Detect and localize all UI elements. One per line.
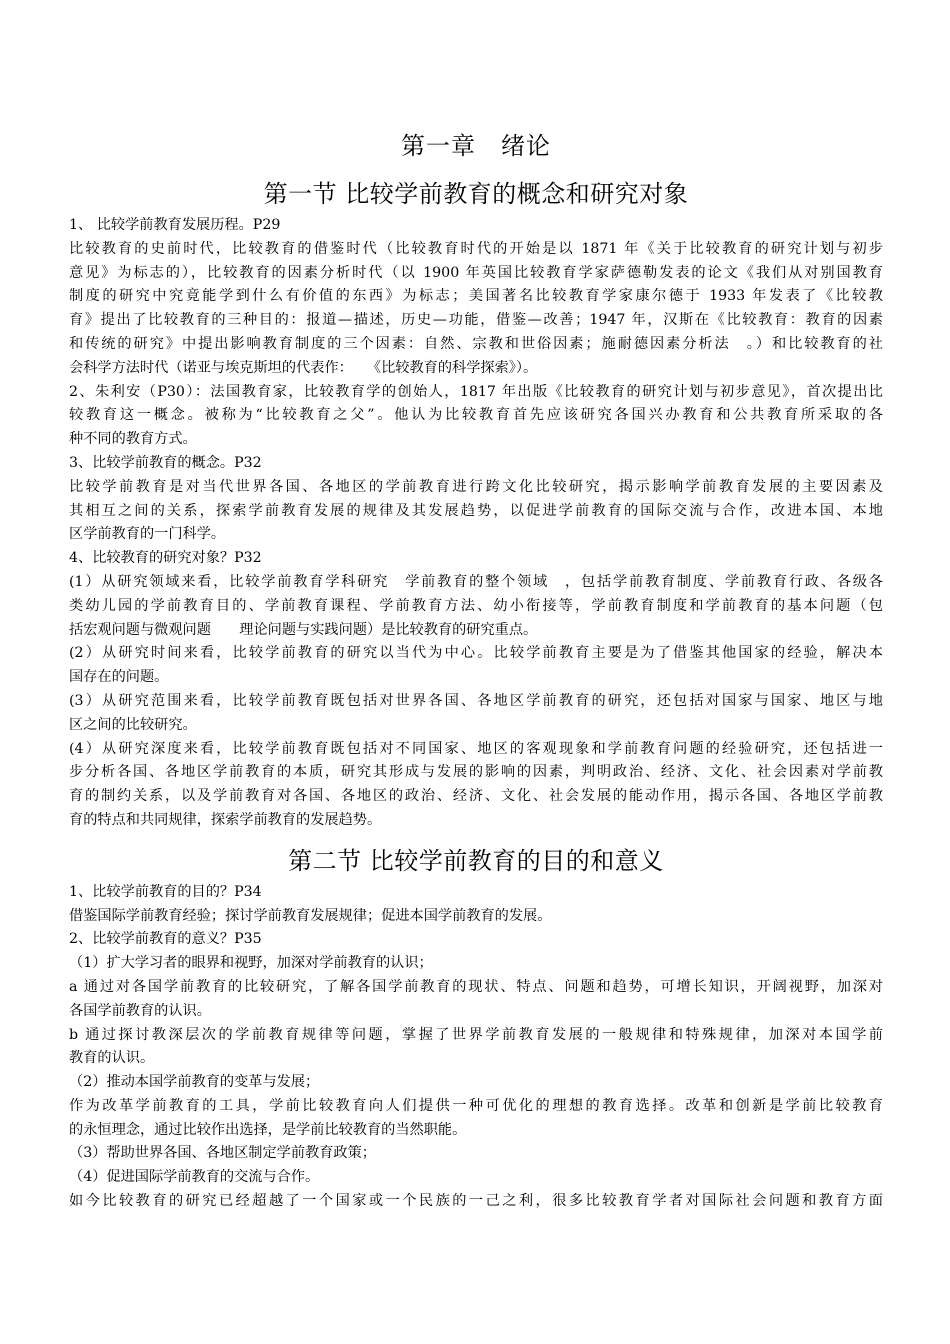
text-line: （1）扩大学习者的眼界和视野，加深对学前教育的认识； [69, 955, 433, 972]
text-line: 国存在的问题。 [69, 669, 169, 686]
text-line: 育的制约关系，以及学前教育对各国、各地区的政治、经济、文化、社会发展的能动作用，揭示各国、各地区学前教 [69, 788, 883, 805]
text-line: （4）促进国际学前教育的交流与合作。 [69, 1169, 320, 1186]
text-line: 的永恒理念，通过比较作出选择，是学前比较教育的当然职能。 [69, 1121, 467, 1138]
text-line: 4、比较教育的研究对象？P32 [69, 550, 262, 567]
text-line: a 通过对各国学前教育的比较研究，了解各国学前教育的现状、特点、问题和趋势，可增长知识，开阔视野，加深对 [69, 978, 883, 995]
text-line: （2）推动本国学前教育的变革与发展； [69, 1074, 320, 1091]
paragraph [69, 642, 883, 690]
paragraph [69, 881, 883, 905]
paragraph [69, 952, 883, 976]
paragraph [69, 476, 883, 547]
text-line: 步分析各国、各地区学前教育的本质，研究其形成与发展的影响的因素，判明政治、经济、文化、社会因素对学前教 [69, 764, 883, 781]
document-page [69, 126, 883, 1214]
text-line: (2）从研究时间来看，比较学前教育的研究以当代为中心。比较学前教育主要是为了借鉴其他国家的经验，解决本 [69, 645, 883, 662]
paragraph [69, 1166, 883, 1190]
section-1-body [69, 214, 883, 833]
text-line: 1、 比较学前教育发展历程。P29 [69, 217, 281, 233]
paragraph [69, 214, 883, 238]
text-line: 1、比较学前教育的目的？P34 [69, 883, 262, 900]
text-line: 制度的研究中究竟能学到什么有价值的东西》为标志；美国著名比较教育学家康尔德于 1933 年发表了《比较教 [69, 288, 883, 305]
text-line: 教育的认识。 [69, 1050, 155, 1067]
text-line: 其相互之间的关系，探索学前教育发展的规律及其发展趋势，以促进学前教育的国际交流与合作，改进本国、本地 [69, 502, 883, 519]
text-line: (3）从研究范围来看，比较学前教育既包括对世界各国、各地区学前教育的研究，还包括对国家与国家、地区与地 [69, 692, 883, 709]
text-line: 意见》为标志的），比较教育的因素分析时代（以 1900 年英国比较教育学家萨德勒发表的论文《我们从对别国教育 [69, 264, 883, 281]
paragraph [69, 976, 883, 1024]
paragraph [69, 238, 883, 381]
paragraph [69, 1190, 883, 1214]
text-line: b 通过探讨教深层次的学前教育规律等问题，掌握了世界学前教育发展的一般规律和特殊规律，加深对本国学前 [69, 1026, 883, 1043]
text-line: 和传统的研究》中提出影响教育制度的三个因素：自然、宗教和世俗因素；施耐德因素分析法 。）和比较教育的社 [69, 335, 883, 352]
text-line: 种不同的教育方式。 [69, 431, 197, 448]
text-line: 3、比较学前教育的概念。P32 [69, 454, 262, 471]
paragraph [69, 381, 883, 452]
text-line: 区之间的比较研究。 [69, 716, 197, 733]
text-line: 2、朱利安（P30）：法国教育家，比较教育学的创始人，1817 年出版《比较教育的研究计划与初步意见》，首次提出比 [69, 383, 883, 400]
paragraph [69, 738, 883, 833]
paragraph [69, 1071, 883, 1095]
paragraph [69, 928, 883, 952]
text-line: 育》提出了比较教育的三种目的：报道—描述，历史—功能，借鉴—改善；1947 年，汉斯在《比较教育：教育的因素 [69, 312, 883, 329]
paragraph [69, 905, 883, 929]
paragraph [69, 1095, 883, 1143]
section-title-1: 第一节 比较学前教育的概念和研究对象 [263, 180, 689, 208]
text-line: 类幼儿园的学前教育目的、学前教育课程、学前教育方法、幼小衔接等，学前教育制度和学前教育的基本问题（包 [69, 597, 883, 614]
text-line: 括宏观问题与微观问题 理论问题与实践问题）是比较教育的研究重点。 [69, 621, 538, 638]
text-line: 2、比较学前教育的意义？P35 [69, 931, 262, 948]
paragraph [69, 571, 883, 642]
text-line: 比较学前教育是对当代世界各国、各地区的学前教育进行跨文化比较研究，揭示影响学前教育发展的主要因素及 [69, 478, 883, 495]
text-line: 育的特点和共同规律，探索学前教育的发展趋势。 [69, 811, 382, 828]
paragraph [69, 452, 883, 476]
text-line: （3）帮助世界各国、各地区制定学前教育政策； [69, 1145, 376, 1162]
paragraph [69, 1024, 883, 1072]
text-line: 如今比较教育的研究已经超越了一个国家或一个民族的一己之利，很多比较教育学者对国际社会问题和教育方面 [69, 1193, 883, 1210]
paragraph [69, 547, 883, 571]
text-line: 各国学前教育的认识。 [69, 1002, 211, 1019]
text-line: (1）从研究领域来看，比较学前教育学科研究 学前教育的整个领域 ，包括学前教育制度、学前教育行政、各级各 [69, 573, 883, 590]
chapter-title: 第一章 绪论 [401, 132, 551, 160]
text-line: (4）从研究深度来看，比较学前教育既包括对不同国家、地区的客观现象和学前教育问题的经验研究，还包括进一 [69, 740, 883, 757]
text-line: 比较教育的史前时代，比较教育的借鉴时代（比较教育时代的开始是以 1871 年《关于比较教育的研究计划与初步 [69, 240, 883, 257]
text-line: 会科学方法时代（诺亚与埃克斯坦的代表作： 《比较教育的科学探索》）。 [69, 359, 538, 376]
text-line: 作为改革学前教育的工具，学前比较教育向人们提供一种可优化的理想的教育选择。改革和创新是学前比较教育 [69, 1097, 883, 1114]
text-line: 较教育这一概念。被称为“比较教育之父”。他认为比较教育首先应该研究各国兴办教育和公共教育所采取的各 [69, 407, 883, 424]
section-title-2: 第二节 比较学前教育的目的和意义 [288, 846, 664, 875]
section-2-body [69, 881, 883, 1214]
text-line: 区学前教育的一门科学。 [69, 526, 226, 543]
paragraph [69, 690, 883, 738]
text-line: 借鉴国际学前教育经验；探讨学前教育发展规律；促进本国学前教育的发展。 [69, 907, 552, 924]
paragraph [69, 1142, 883, 1166]
